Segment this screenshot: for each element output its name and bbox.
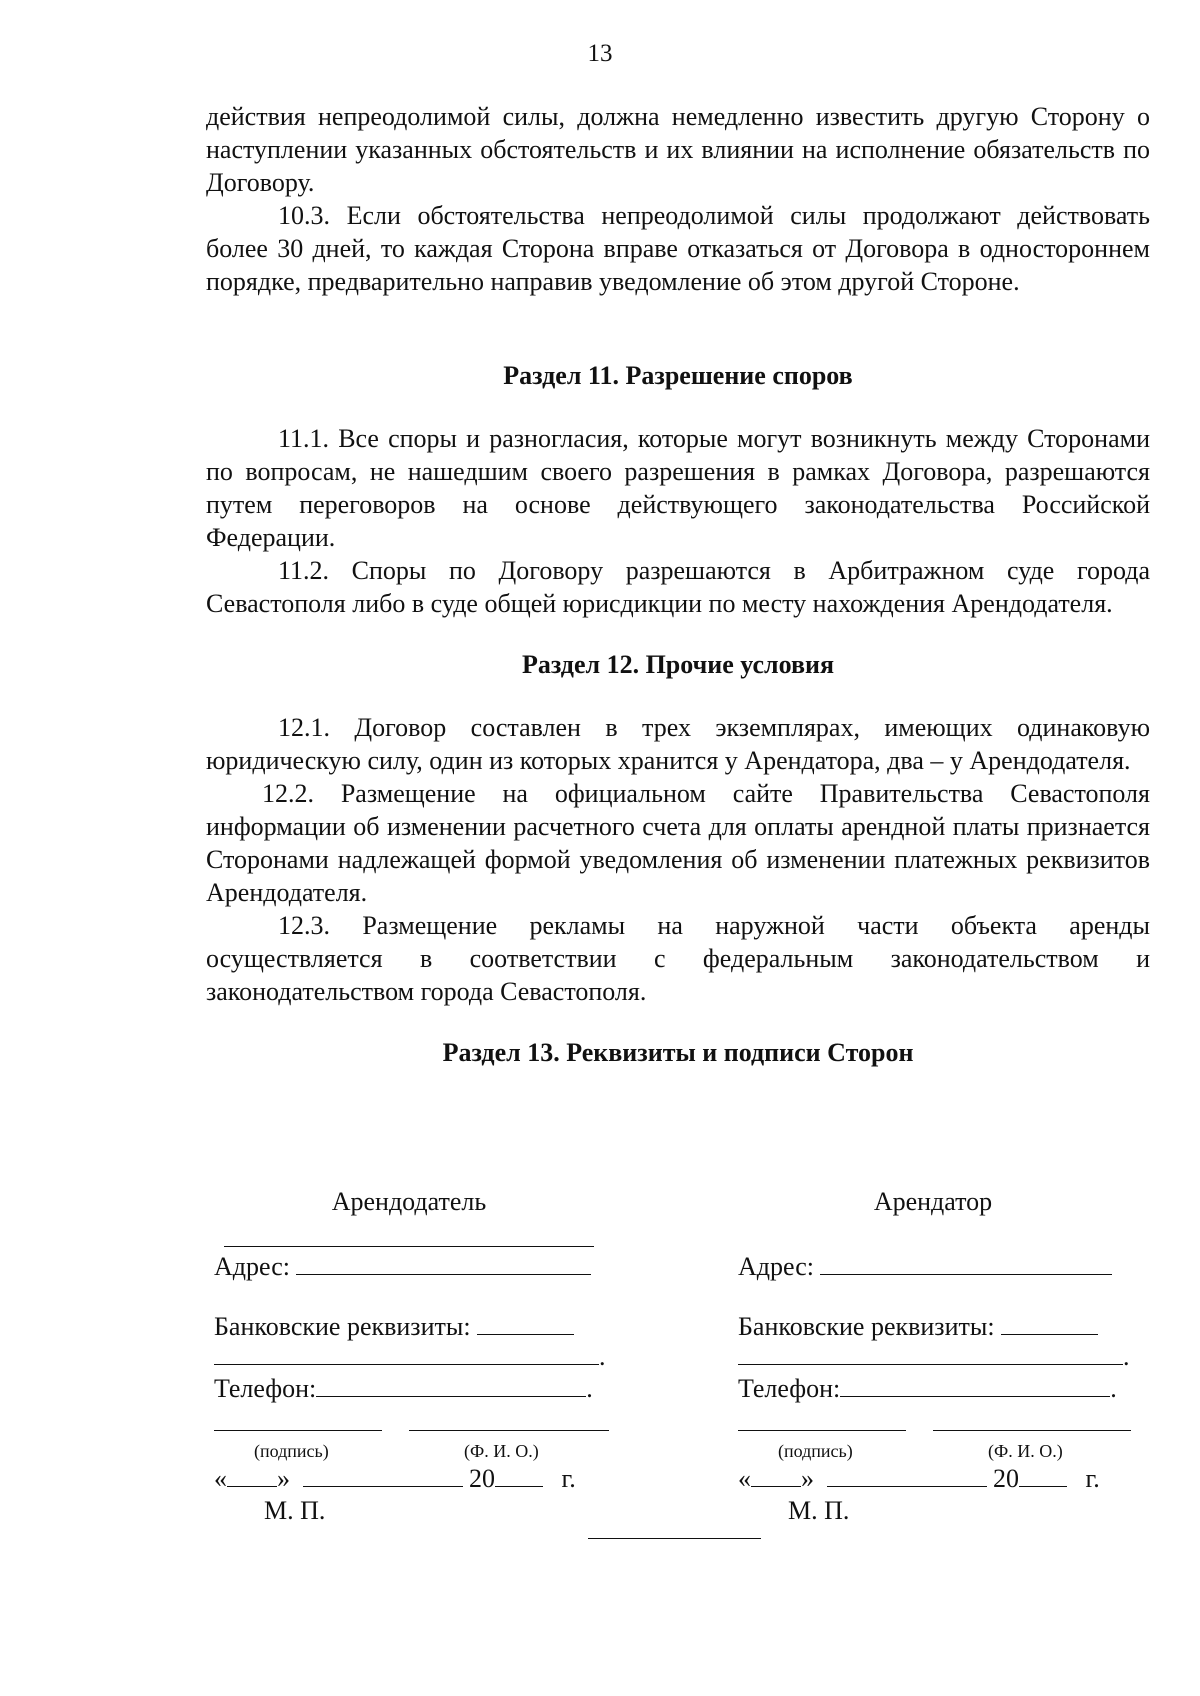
tenant-phone-field xyxy=(840,1396,1110,1397)
tenant-signature-caption: (подпись) xyxy=(778,1441,853,1461)
landlord-phone-label: Телефон: xyxy=(214,1374,317,1403)
tenant-bank-field-2 xyxy=(738,1364,1123,1365)
paragraph-12-2: 12.2. Размещение на официальном сайте Правительства Севастополя информации об изменении расчетного счета для оплаты арендной платы признается Сторонами надлежащей формой уведомления об изменении платежных реквизитов Арендодателя. xyxy=(206,779,1150,907)
tenant-requisites-block: Арендатор Адрес: Банковские реквизиты: . Телефон: . (подпись) (Ф. И. О.) « » 20 г. М. П. xyxy=(738,1187,1130,1525)
paragraph-12-1: 12.1. Договор составлен в трех экземплярах, имеющих одинаковую юридическую силу, один из которых хранится у Арендатора, два – у Арендодателя. xyxy=(206,713,1150,775)
paragraph-11-2: 11.2. Споры по Договору разрешаются в Арбитражном суде города Севастополя либо в суде общей юрисдикции по месту нахождения Арендодателя. xyxy=(206,556,1150,618)
tenant-fio-caption: (Ф. И. О.) xyxy=(988,1441,1063,1461)
tenant-signature-line xyxy=(738,1430,906,1431)
landlord-date: « » 20 г. xyxy=(214,1464,576,1493)
landlord-signature-caption: (подпись) xyxy=(254,1441,329,1461)
landlord-name-line xyxy=(224,1246,594,1247)
tenant-address-field xyxy=(820,1274,1112,1275)
landlord-bank-label: Банковские реквизиты: xyxy=(214,1312,471,1341)
tenant-phone-label: Телефон: xyxy=(738,1374,841,1403)
tenant-fio-line xyxy=(933,1430,1131,1431)
tenant-stamp: М. П. xyxy=(788,1496,850,1525)
paragraph-10-2-continuation: действия непреодолимой силы, должна немедленно известить другую Сторону о наступлении указанных обстоятельств и их влиянии на исполнение обязательств по Договору. xyxy=(206,102,1150,197)
landlord-fio-line xyxy=(409,1430,609,1431)
landlord-address-label: Адрес: xyxy=(214,1252,290,1281)
landlord-bank-field xyxy=(477,1334,574,1335)
paragraph-10-3: 10.3. Если обстоятельства непреодолимой силы продолжают действовать более 30 дней, то каждая Сторона вправе отказаться от Договора в одностороннем порядке, предварительно направив уведомление об этом другой Стороне. xyxy=(206,201,1150,296)
end-rule xyxy=(588,1538,761,1539)
landlord-address-field xyxy=(296,1274,591,1275)
section-11-heading: Раздел 11. Разрешение споров xyxy=(503,361,853,390)
landlord-bank-field-2 xyxy=(214,1364,599,1365)
page-number: 13 xyxy=(587,40,613,67)
landlord-phone-field xyxy=(316,1396,586,1397)
tenant-bank-field xyxy=(1001,1334,1098,1335)
landlord-title: Арендодатель xyxy=(331,1187,487,1216)
tenant-title: Арендатор xyxy=(873,1187,993,1216)
tenant-date: « » 20 г. xyxy=(738,1464,1100,1493)
document-body xyxy=(206,100,1150,1069)
paragraph-11-1: 11.1. Все споры и разногласия, которые могут возникнуть между Сторонами по вопросам, не нашедшим своего разрешения в рамках Договора, разрешаются путем переговоров на основе действующего законодательства Российской Федерации. xyxy=(206,424,1150,552)
section-13-heading: Раздел 13. Реквизиты и подписи Сторон xyxy=(442,1038,914,1067)
tenant-address-label: Адрес: xyxy=(738,1252,814,1281)
landlord-fio-caption: (Ф. И. О.) xyxy=(464,1441,539,1461)
landlord-signature-line xyxy=(214,1430,382,1431)
landlord-stamp: М. П. xyxy=(264,1496,326,1525)
paragraph-12-3: 12.3. Размещение рекламы на наружной части объекта аренды осуществляется в соответствии с федеральным законодательством и законодательством города Севастополя. xyxy=(206,911,1150,1006)
tenant-bank-label: Банковские реквизиты: xyxy=(738,1312,995,1341)
landlord-requisites-block: Арендодатель Адрес: Банковские реквизиты: . Телефон: . (подпись) (Ф. И. О.) « » 20 г. М. П. xyxy=(214,1185,604,1219)
section-12-heading: Раздел 12. Прочие условия xyxy=(521,650,835,679)
